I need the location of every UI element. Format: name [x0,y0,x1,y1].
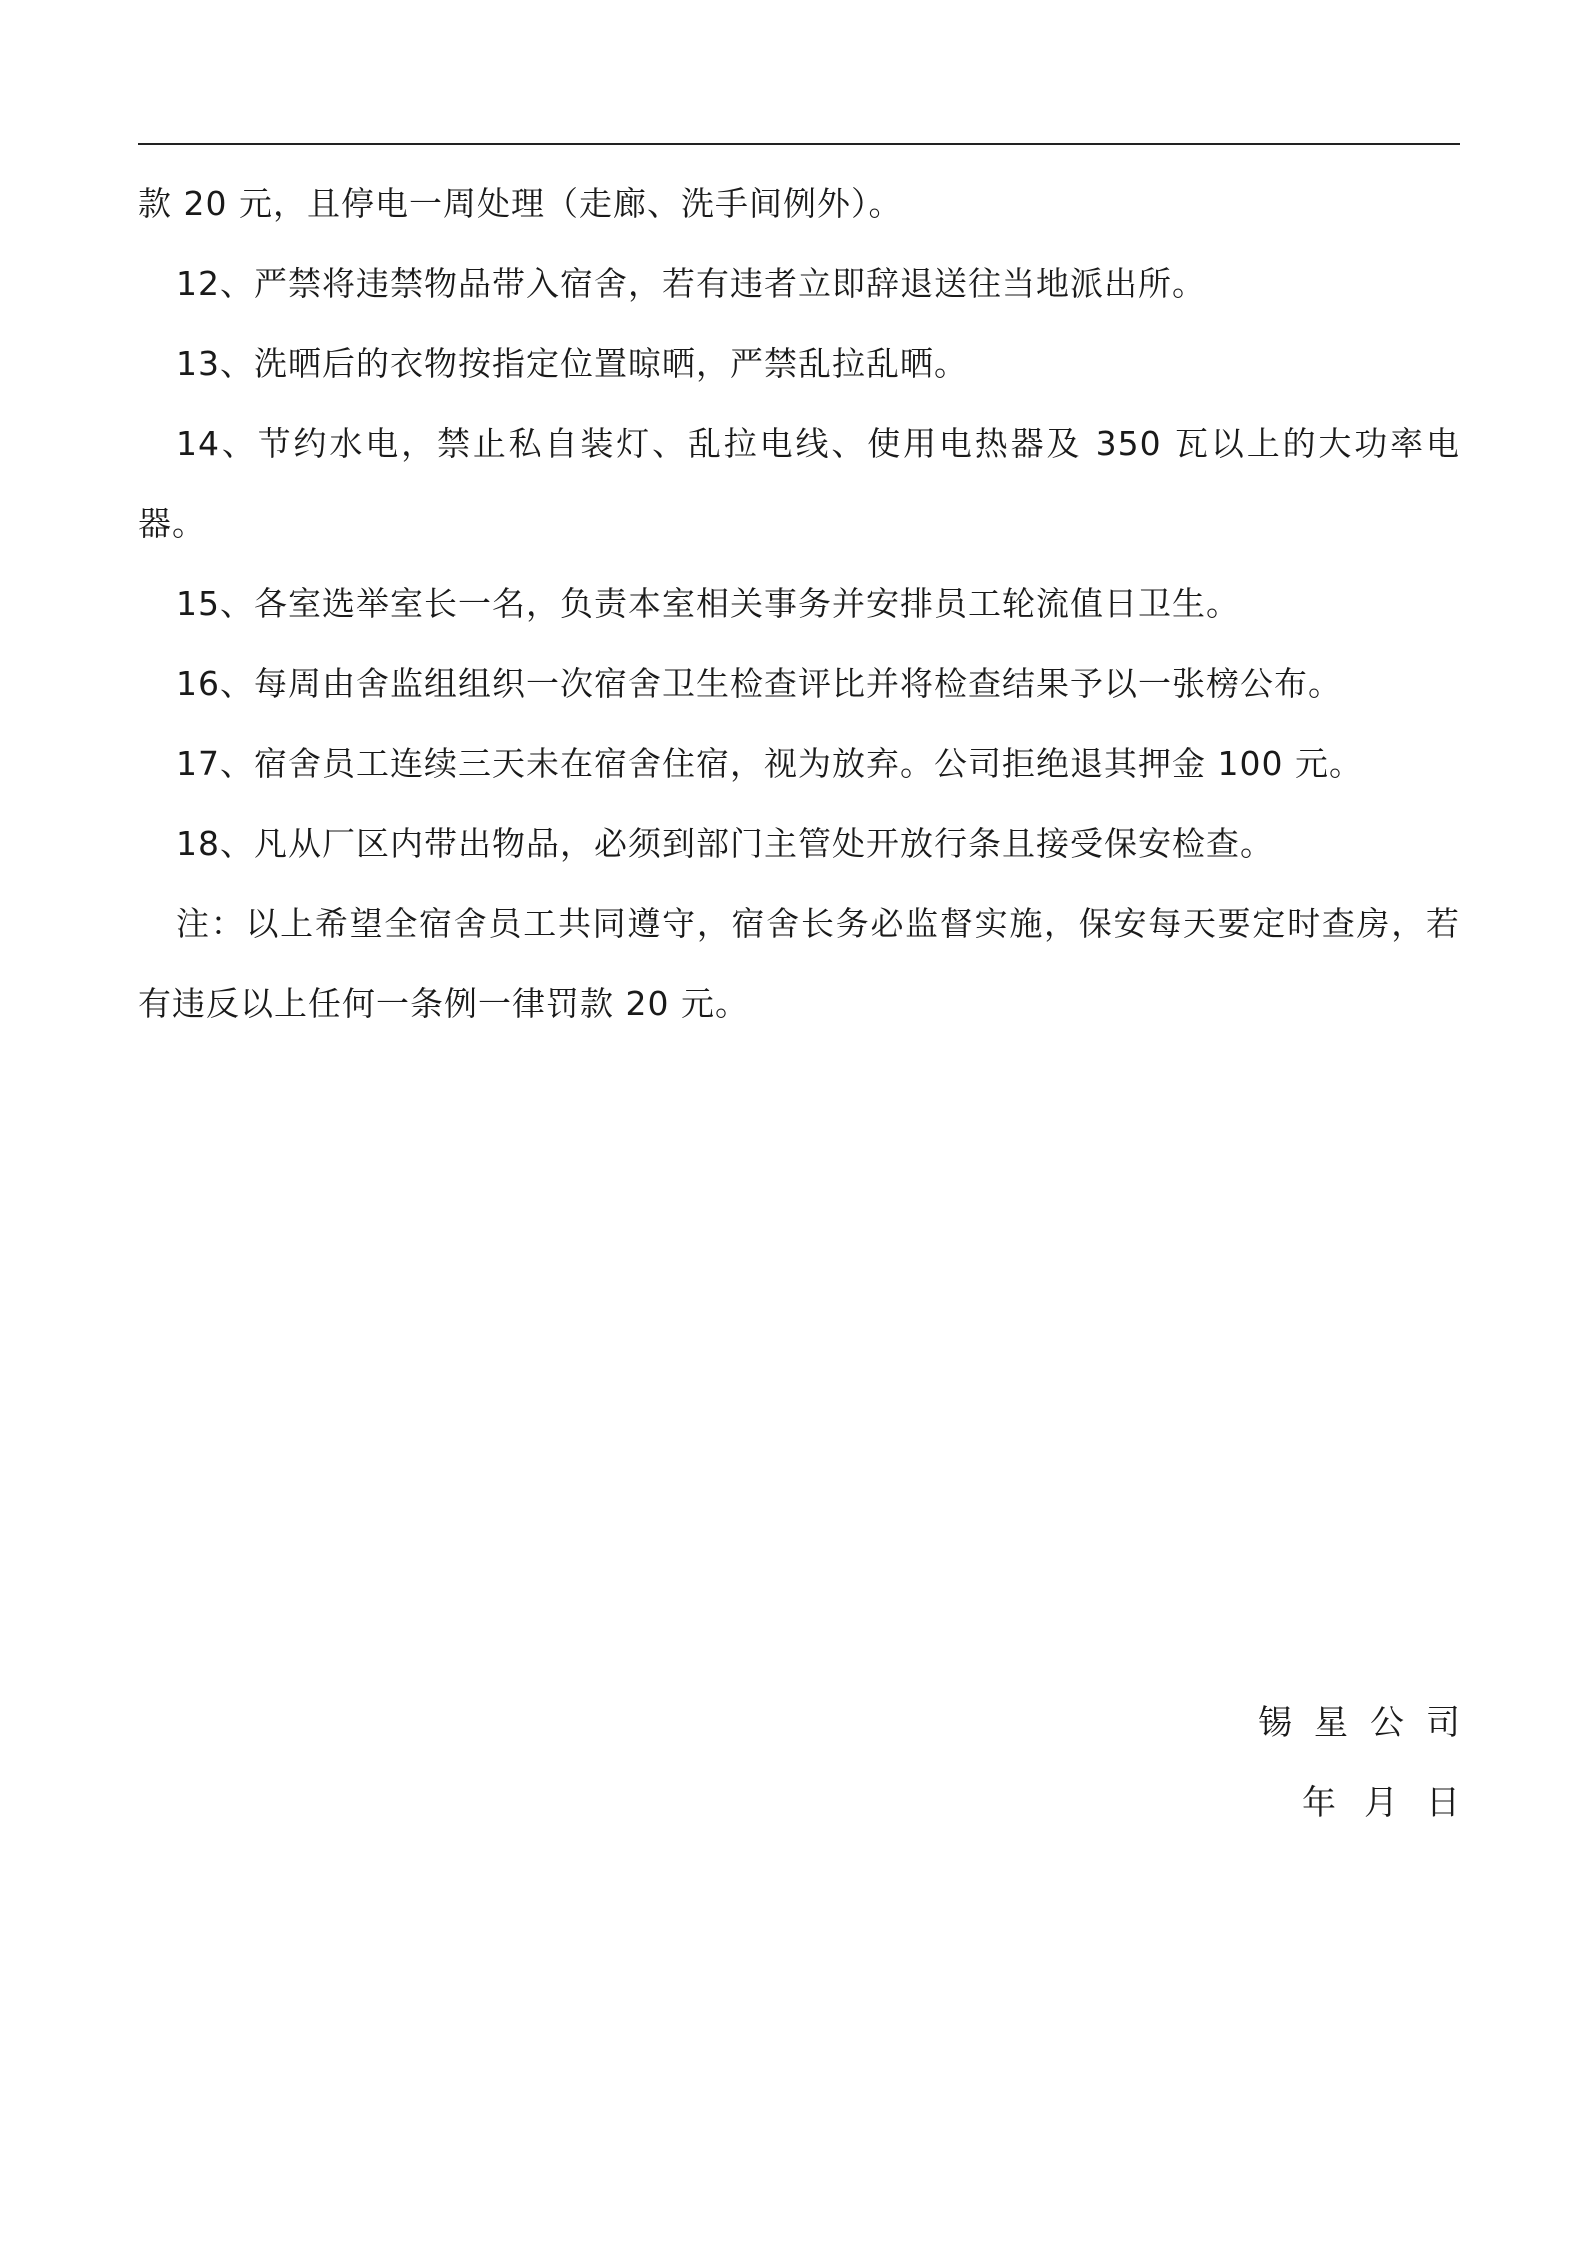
date-year: 年 [1302,1783,1336,1823]
paragraph-rule-14: 14、节约水电，禁止私自装灯、乱拉电线、使用电热器及 350 瓦以上的大功率电器。 [138,424,1460,543]
paragraph-rule-15: 15、各室选举室长一名，负责本室相关事务并安排员工轮流值日卫生。 [176,584,1240,623]
date-day: 日 [1426,1783,1460,1823]
signature-block [1258,1683,1482,1843]
date-line [1258,1763,1460,1843]
document-body [138,164,1460,1044]
paragraph-note: 注：以上希望全宿舍员工共同遵守，宿舍长务必监督实施，保安每天要定时查房，若有违反以上任何一条例一律罚款 20 元。 [138,904,1460,1023]
paragraph-rule-16: 16、每周由舍监组组织一次宿舍卫生检查评比并将检查结果予以一张榜公布。 [176,664,1342,703]
paragraph-rule-18: 18、凡从厂区内带出物品，必须到部门主管处开放行条且接受保安检查。 [176,824,1274,863]
paragraph-rule-12: 12、严禁将违禁物品带入宿舍，若有违者立即辞退送往当地派出所。 [176,264,1206,303]
paragraph-continuation: 款 20 元，且停电一周处理（走廊、洗手间例外）。 [138,184,903,223]
date-month: 月 [1364,1783,1398,1823]
paragraph-rule-17: 17、宿舍员工连续三天未在宿舍住宿，视为放弃。公司拒绝退其押金 100 元。 [176,744,1363,783]
paragraph-rule-13: 13、洗晒后的衣物按指定位置晾晒，严禁乱拉乱晒。 [176,344,968,383]
header-rule [138,143,1460,145]
company-name: 锡星公司 [1258,1703,1482,1743]
